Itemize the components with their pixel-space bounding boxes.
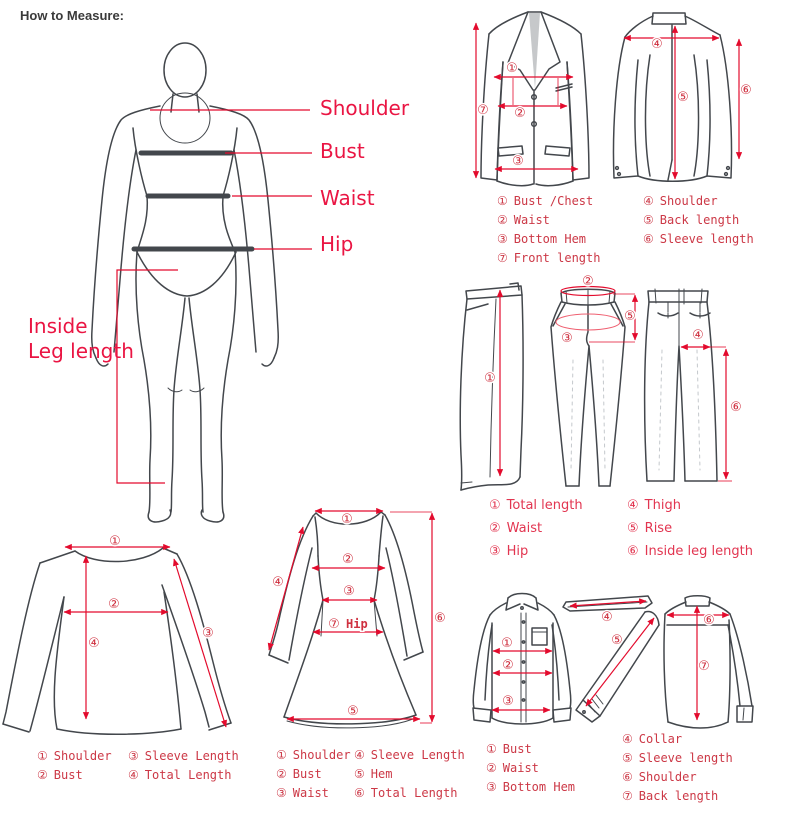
marker-dress-bust: ② — [342, 552, 354, 567]
marker-jacket-hem: ③ — [512, 154, 524, 169]
legend-item: ③ Bottom Hem — [497, 232, 587, 246]
legend-item: ② Waist — [489, 521, 543, 536]
marker-shirt-bottom-hem: ③ — [502, 694, 514, 709]
body-label-bust: Bust — [320, 139, 365, 163]
marker-jacket-shoulder: ④ — [651, 37, 663, 52]
legend-item: ⑤ Back length — [643, 213, 740, 227]
marker-trousers-total-length: ① — [484, 371, 496, 386]
top-drawing — [3, 548, 231, 734]
legend-item: ② Bust — [276, 767, 322, 781]
legend-item: ① Total length — [489, 498, 583, 513]
marker-shirt-collar: ④ — [601, 610, 613, 625]
marker-shirt-bust: ① — [501, 636, 513, 651]
marker-dress-shoulder: ① — [341, 512, 353, 527]
trousers-legend-col1 — [489, 498, 583, 567]
marker-shirt-waist: ② — [502, 658, 514, 673]
marker-shirt-shoulder: ⑥ — [703, 613, 715, 628]
legend-item: ④ Shoulder — [643, 194, 718, 208]
marker-shirt-sleeve-length: ⑤ — [611, 633, 623, 648]
legend-item: ⑦ Front length — [497, 251, 601, 265]
legend-item: ③ Sleeve Length — [128, 749, 239, 763]
marker-shirt-back-length: ⑦ — [698, 659, 710, 674]
legend-item: ① Shoulder — [276, 748, 351, 762]
body-label-inside-leg: Inside Leg length — [28, 314, 134, 363]
legend-item: ④ Sleeve Length — [354, 748, 465, 762]
legend-item: ⑤ Sleeve length — [622, 751, 733, 765]
marker-jacket-bust: ① — [506, 61, 518, 76]
body-label-waist: Waist — [320, 186, 375, 210]
marker-dress-hip: ⑦ — [328, 617, 340, 632]
shirt-collar-measure — [570, 601, 646, 606]
legend-item: ③ Hip — [489, 544, 529, 559]
dress-legend-col2 — [354, 748, 465, 805]
trousers-side-drawing — [460, 283, 523, 490]
legend-item: ⑥ Shoulder — [622, 770, 697, 784]
marker-jacket-waist: ② — [514, 106, 526, 121]
marker-dress-hem: ⑤ — [347, 704, 359, 719]
marker-trousers-thigh: ④ — [692, 328, 704, 343]
legend-item: ② Bust — [37, 768, 83, 782]
shirt-legend-col1 — [486, 742, 575, 799]
legend-item: ④ Thigh — [627, 498, 681, 513]
legend-item: ① Shoulder — [37, 749, 112, 763]
jacket-front-drawing — [481, 12, 589, 186]
legend-item: ④ Collar — [622, 732, 683, 746]
legend-item: ⑤ Rise — [627, 521, 673, 536]
marker-dress-waist: ③ — [343, 584, 355, 599]
shirt-sleeve-measure — [586, 618, 654, 706]
legend-item: ① Bust — [486, 742, 532, 756]
marker-trousers-hip: ③ — [561, 331, 573, 346]
marker-top-bust: ② — [108, 597, 120, 612]
shirt-front-measures — [492, 651, 552, 710]
top-legend-col2 — [128, 749, 239, 787]
marker-top-shoulder: ① — [109, 534, 121, 549]
dress-legend-col1 — [276, 748, 351, 805]
legend-item: ⑦ Back length — [622, 789, 719, 803]
marker-dress-sleeve-length: ④ — [272, 575, 284, 590]
legend-item: ⑥ Inside leg length — [627, 544, 753, 559]
legend-item: ② Waist — [486, 761, 539, 775]
trousers-front-drawing — [551, 289, 625, 486]
marker-trousers-rise: ⑤ — [624, 309, 636, 324]
marker-trousers-inside-leg: ⑥ — [730, 400, 742, 415]
body-label-shoulder: Shoulder — [320, 96, 410, 120]
trousers-back-measures — [681, 347, 732, 481]
trousers-legend-col2 — [627, 498, 753, 567]
trousers-back-drawing — [645, 289, 717, 481]
marker-jacket-back-length: ⑤ — [677, 90, 689, 105]
legend-item: ③ Bottom Hem — [486, 780, 576, 794]
dress-hip-word: Hip — [346, 617, 368, 631]
marker-trousers-waist: ② — [582, 274, 594, 289]
marker-top-sleeve-length: ③ — [202, 626, 214, 641]
top-legend-col1 — [37, 749, 112, 787]
legend-item: ① Bust /Chest — [497, 194, 594, 208]
body-measure-lines — [117, 110, 312, 483]
legend-item: ④ Total Length — [128, 768, 232, 782]
shirt-front-drawing — [473, 594, 571, 725]
jacket-legend-col1 — [497, 194, 600, 270]
marker-jacket-sleeve-length: ⑥ — [740, 83, 752, 98]
body-figure-drawing — [92, 43, 279, 522]
legend-item: ⑥ Total Length — [354, 786, 458, 800]
legend-item: ⑥ Sleeve length — [643, 232, 754, 246]
legend-item: ③ Waist — [276, 786, 329, 800]
shirt-legend-col2 — [622, 732, 733, 808]
marker-top-total-length: ④ — [88, 636, 100, 651]
page-title: How to Measure: — [20, 8, 125, 23]
marker-dress-total-length: ⑥ — [434, 611, 446, 626]
marker-jacket-front-length: ⑦ — [477, 103, 489, 118]
jacket-legend-col2 — [643, 194, 754, 251]
legend-item: ② Waist — [497, 213, 550, 227]
body-label-hip: Hip — [320, 232, 354, 256]
legend-item: ⑤ Hem — [354, 767, 393, 781]
